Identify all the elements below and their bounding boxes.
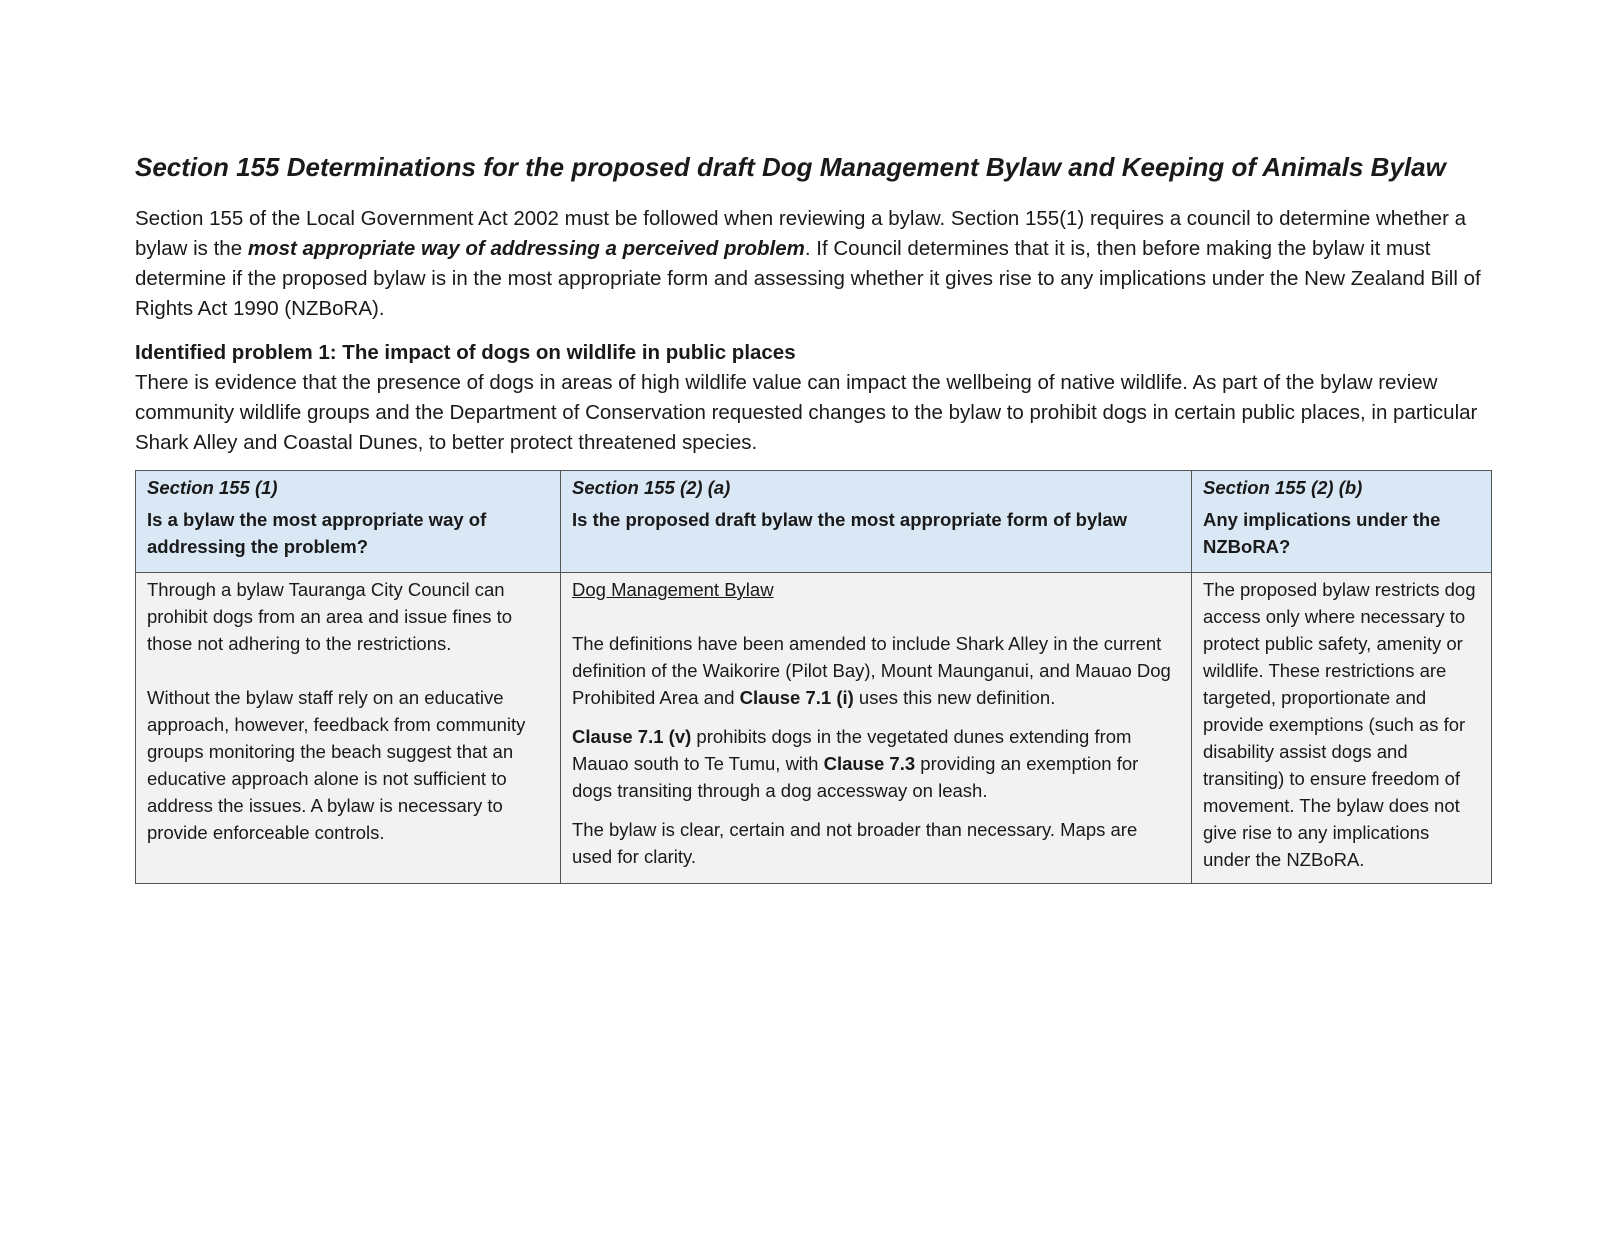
- header-cell-s155-2b: [1192, 471, 1492, 573]
- cell-appropriate-way: [136, 573, 561, 884]
- header-cell-s155-2a: [561, 471, 1192, 573]
- header-ref: Section 155 (2) (a): [572, 477, 731, 498]
- intro-text-part1: Section 155 of the Local Government Act 2002 must be followed when reviewing a bylaw. Section 155(1) requires a council to determine whether a bylaw is the: [135, 207, 1466, 260]
- clause-reference: Clause 7.1 (v): [572, 726, 692, 747]
- text-span: uses this new definition.: [853, 687, 1056, 708]
- determination-table: [135, 470, 1492, 884]
- cell-paragraph: Without the bylaw staff rely on an educative approach, however, feedback from community groups monitoring the beach suggest that an educative approach alone is not sufficient to address the issues. A bylaw is necessary to provide enforceable controls.: [147, 687, 526, 843]
- cell-paragraph: [572, 630, 1181, 711]
- clause-reference: Clause 7.3: [823, 753, 916, 774]
- header-question: Is the proposed draft bylaw the most appropriate form of bylaw: [572, 509, 1128, 530]
- intro-paragraph: [135, 204, 1490, 324]
- cell-paragraph: Through a bylaw Tauranga City Council can prohibit dogs from an area and issue fines to those not adhering to the restrictions.: [147, 579, 513, 654]
- cell-nzbora-implications: [1192, 573, 1492, 884]
- problem-description: There is evidence that the presence of dogs in areas of high wildlife value can impact the wellbeing of native wildlife. As part of the bylaw review community wildlife groups and the Department of Conservation requested changes to the bylaw to prohibit dogs in certain public places, in particular Shark Alley and Coastal Dunes, to better protect threatened species.: [135, 371, 1478, 454]
- cell-paragraph: The proposed bylaw restricts dog access only where necessary to protect public safety, amenity or wildlife. These restrictions are targeted, proportionate and provide exemptions (such as for disability assist dogs and transiting) to ensure freedom of movement. The bylaw does not give rise to any implications under the NZBoRA.: [1203, 579, 1476, 870]
- header-cell-s155-1: [136, 471, 561, 573]
- table-header-row: [136, 471, 1492, 573]
- clause-reference: Clause 7.1 (i): [739, 687, 854, 708]
- text-span: prohibits dogs in the vegetated dunes extending from Mauao south to Te Tumu, with: [572, 726, 1132, 774]
- header-ref: Section 155 (2) (b): [1203, 477, 1363, 498]
- cell-appropriate-form: [561, 573, 1192, 884]
- text-span: The definitions have been amended to include Shark Alley in the current definition of the Waikorire (Pilot Bay), Mount Maunganui, and Mauao Dog Prohibited Area and: [572, 633, 1171, 708]
- document-title: Section 155 Determinations for the proposed draft Dog Management Bylaw and Keeping of Animals Bylaw: [135, 152, 1446, 182]
- problem-heading: Identified problem 1: The impact of dogs on wildlife in public places: [135, 341, 796, 364]
- header-ref: Section 155 (1): [147, 477, 278, 498]
- document-page: [135, 148, 1490, 884]
- header-question: Is a bylaw the most appropriate way of addressing the problem?: [147, 509, 487, 557]
- text-span: providing an exemption for dogs transiting through a dog accessway on leash.: [572, 753, 1139, 801]
- cell-paragraph: [572, 723, 1181, 804]
- bylaw-heading: Dog Management Bylaw: [572, 579, 774, 600]
- table-row: [136, 573, 1492, 884]
- intro-text-part2: . If Council determines that it is, then before making the bylaw it must determine if the proposed bylaw is in the most appropriate form and assessing whether it gives rise to any implications under the New Zealand Bill of Rights Act 1990 (NZBoRA).: [135, 237, 1481, 320]
- intro-emphasis: most appropriate way of addressing a perceived problem: [247, 237, 805, 260]
- header-question: Any implications under the NZBoRA?: [1203, 509, 1441, 557]
- cell-paragraph: The bylaw is clear, certain and not broader than necessary. Maps are used for clarity.: [572, 819, 1138, 867]
